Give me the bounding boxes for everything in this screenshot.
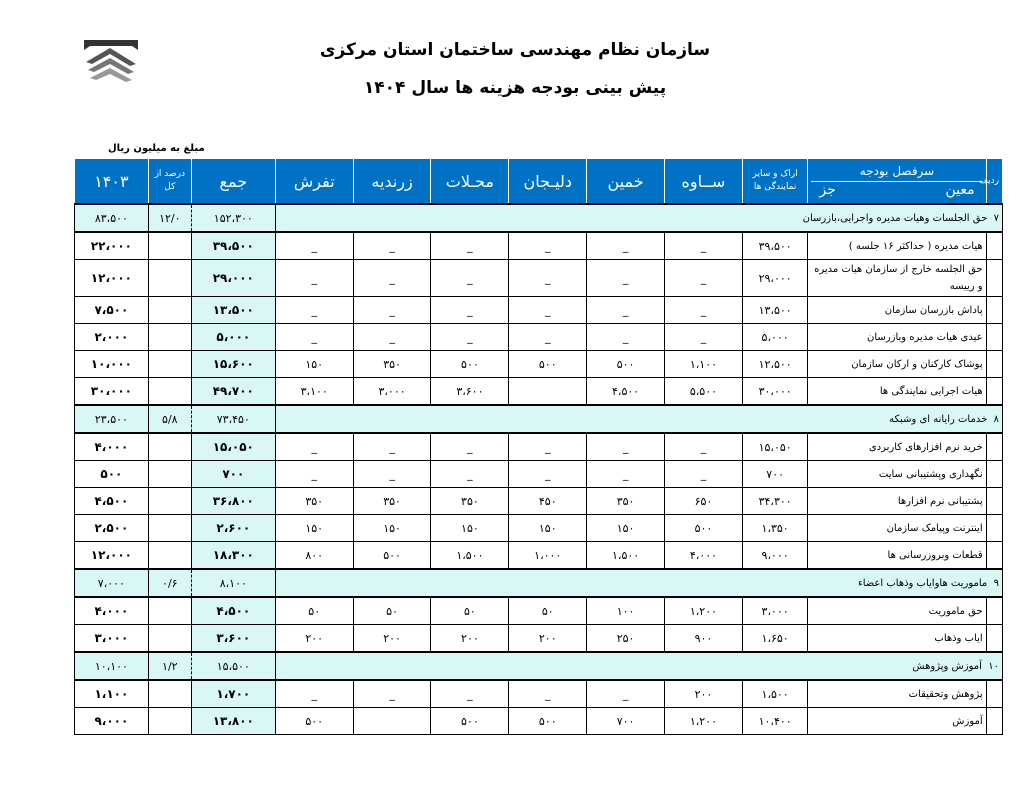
cell-arak: ۱،۶۵۰	[742, 625, 808, 653]
cell-delijan: _	[509, 461, 587, 488]
cell-saveh: ۶۵۰	[665, 488, 743, 515]
col-jam: جمع	[191, 159, 275, 205]
cell-arak: ۱۰،۴۰۰	[742, 708, 808, 735]
section-row	[75, 569, 1003, 597]
table-row	[75, 680, 1003, 708]
cell-zarandieh: ۳،۰۰۰	[353, 378, 431, 406]
section-row	[75, 405, 1003, 433]
cell-tafresh: ۳۵۰	[275, 488, 353, 515]
col-sarfasl-label: سرفصل بودجه	[859, 164, 935, 178]
section-code: ۷	[993, 212, 999, 224]
section-name: حق الجلسات وهیات مدیره واجرایی،بازرسان	[802, 212, 988, 224]
cell-percent	[148, 542, 191, 570]
cell-khomein: _	[587, 461, 665, 488]
cell-percent	[148, 260, 191, 297]
col-delijan: دلیـجان	[509, 159, 587, 205]
cell-percent	[148, 297, 191, 324]
table-row	[75, 542, 1003, 570]
table-row	[75, 378, 1003, 406]
cell-zarandieh: _	[353, 297, 431, 324]
col-moein: معین	[945, 182, 975, 198]
cell-saveh: ۴،۰۰۰	[665, 542, 743, 570]
col-sarfasl	[808, 159, 986, 205]
cell-jam: ۴۹،۷۰۰	[191, 378, 275, 406]
row-desc: هیات مدیره ( حداکثر ۱۶ جلسه )	[808, 232, 986, 260]
cell-saveh: _	[665, 232, 743, 260]
cell-zarandieh: ۱۵۰	[353, 515, 431, 542]
table-row	[75, 351, 1003, 378]
cell-jam: ۵،۰۰۰	[191, 324, 275, 351]
cell-jam: ۴،۵۰۰	[191, 597, 275, 625]
cell-saveh: ۵۰۰	[665, 515, 743, 542]
cell-mahallat: _	[431, 461, 509, 488]
col-tafresh: تفرش	[275, 159, 353, 205]
cell-percent	[148, 488, 191, 515]
cell-1403: ۲،۵۰۰	[75, 515, 149, 542]
row-desc: پژوهش وتحقیقات	[808, 680, 986, 708]
cell-zarandieh: _	[353, 433, 431, 461]
cell-delijan: ۵۰	[509, 597, 587, 625]
section-percent: ۵/۸	[148, 405, 191, 433]
section-title	[275, 405, 1002, 433]
cell-jam: ۱۵،۰۵۰	[191, 433, 275, 461]
cell-arak: ۱۳،۵۰۰	[742, 297, 808, 324]
row-desc: پشتیبانی نرم افزارها	[808, 488, 986, 515]
cell-arak: ۳۹،۵۰۰	[742, 232, 808, 260]
col-joz: جز	[819, 182, 836, 198]
cell-khomein: _	[587, 680, 665, 708]
section-code: ۱۰	[988, 660, 999, 672]
radif-cell	[986, 488, 1002, 515]
cell-delijan: _	[509, 260, 587, 297]
cell-saveh: _	[665, 297, 743, 324]
table-row	[75, 597, 1003, 625]
cell-mahallat: ۳،۶۰۰	[431, 378, 509, 406]
col-1403: ۱۴۰۳	[75, 159, 149, 205]
radif-cell	[986, 708, 1002, 735]
section-code: ۹	[993, 577, 999, 589]
cell-jam: ۳۶،۸۰۰	[191, 488, 275, 515]
cell-saveh: ۱،۲۰۰	[665, 597, 743, 625]
cell-arak: ۱،۳۵۰	[742, 515, 808, 542]
radif-cell	[986, 515, 1002, 542]
cell-mahallat: _	[431, 680, 509, 708]
row-desc: حق الجلسه خارج از سازمان هیات مدیره و رییسه	[808, 260, 986, 297]
cell-tafresh: ۳،۱۰۰	[275, 378, 353, 406]
cell-1403: ۴،۰۰۰	[75, 433, 149, 461]
section-row	[75, 204, 1003, 232]
table-row	[75, 297, 1003, 324]
section-total: ۱۵،۵۰۰	[191, 652, 275, 680]
cell-zarandieh: _	[353, 260, 431, 297]
radif-cell	[986, 461, 1002, 488]
cell-saveh: ۵،۵۰۰	[665, 378, 743, 406]
cell-saveh: ۲۰۰	[665, 680, 743, 708]
cell-mahallat: _	[431, 433, 509, 461]
table-row	[75, 232, 1003, 260]
radif-cell	[986, 680, 1002, 708]
cell-khomein: ۵۰۰	[587, 351, 665, 378]
col-mahallat: محـلات	[431, 159, 509, 205]
cell-zarandieh	[353, 708, 431, 735]
cell-percent	[148, 378, 191, 406]
cell-mahallat: ۳۵۰	[431, 488, 509, 515]
col-darsad: درصد از کل	[148, 159, 191, 205]
row-desc: هیات اجرایی نمایندگی ها	[808, 378, 986, 406]
col-arak: اراک و سایر نمایندگی ها	[742, 159, 808, 205]
cell-tafresh: _	[275, 297, 353, 324]
table-row	[75, 260, 1003, 297]
radif-cell	[986, 625, 1002, 653]
cell-percent	[148, 680, 191, 708]
cell-mahallat: ۱۵۰	[431, 515, 509, 542]
cell-mahallat: _	[431, 297, 509, 324]
cell-percent	[148, 708, 191, 735]
cell-jam: ۱۵،۶۰۰	[191, 351, 275, 378]
table-row	[75, 625, 1003, 653]
cell-1403: ۴،۰۰۰	[75, 597, 149, 625]
cell-arak: ۳۰،۰۰۰	[742, 378, 808, 406]
cell-zarandieh: _	[353, 461, 431, 488]
cell-khomein: ۱۵۰	[587, 515, 665, 542]
organization-title: سازمان نظام مهندسی ساختمان استان مرکزی	[319, 40, 711, 60]
cell-percent	[148, 515, 191, 542]
cell-zarandieh: _	[353, 324, 431, 351]
section-code: ۸	[993, 413, 999, 425]
cell-zarandieh: _	[353, 232, 431, 260]
cell-khomein: ۱۰۰	[587, 597, 665, 625]
row-desc: قطعات وبروزرسانی ها	[808, 542, 986, 570]
cell-tafresh: ۱۵۰	[275, 351, 353, 378]
cell-jam: ۷۰۰	[191, 461, 275, 488]
section-percent: ۱۲/۰	[148, 204, 191, 232]
cell-tafresh: ۸۰۰	[275, 542, 353, 570]
cell-mahallat: _	[431, 324, 509, 351]
radif-cell	[986, 597, 1002, 625]
cell-tafresh: _	[275, 232, 353, 260]
cell-khomein: _	[587, 324, 665, 351]
cell-percent	[148, 625, 191, 653]
cell-khomein: ۱،۵۰۰	[587, 542, 665, 570]
section-name: آموزش وپژوهش	[912, 660, 982, 672]
cell-delijan: _	[509, 232, 587, 260]
cell-1403: ۱،۱۰۰	[75, 680, 149, 708]
cell-tafresh: ۵۰	[275, 597, 353, 625]
cell-percent	[148, 433, 191, 461]
cell-zarandieh: ۳۵۰	[353, 351, 431, 378]
cell-arak: ۵،۰۰۰	[742, 324, 808, 351]
cell-delijan: _	[509, 680, 587, 708]
section-title	[275, 652, 1002, 680]
cell-mahallat: ۵۰۰	[431, 351, 509, 378]
cell-delijan: _	[509, 297, 587, 324]
cell-jam: ۲۹،۰۰۰	[191, 260, 275, 297]
cell-percent	[148, 324, 191, 351]
cell-khomein: _	[587, 260, 665, 297]
cell-arak: ۱۲،۵۰۰	[742, 351, 808, 378]
radif-cell	[986, 351, 1002, 378]
cell-1403: ۱۲،۰۰۰	[75, 260, 149, 297]
cell-percent	[148, 232, 191, 260]
cell-khomein: ۳۵۰	[587, 488, 665, 515]
cell-khomein: _	[587, 297, 665, 324]
cell-1403: ۴،۵۰۰	[75, 488, 149, 515]
cell-1403: ۳،۰۰۰	[75, 625, 149, 653]
cell-zarandieh: ۳۵۰	[353, 488, 431, 515]
cell-1403: ۳۰،۰۰۰	[75, 378, 149, 406]
cell-1403: ۱۲،۰۰۰	[75, 542, 149, 570]
cell-1403: ۹،۰۰۰	[75, 708, 149, 735]
cell-saveh: ۹۰۰	[665, 625, 743, 653]
section-total: ۸،۱۰۰	[191, 569, 275, 597]
radif-cell	[986, 232, 1002, 260]
cell-mahallat: ۵۰	[431, 597, 509, 625]
row-desc: پوشاک کارکنان و ارکان سازمان	[808, 351, 986, 378]
section-title	[275, 204, 1002, 232]
radif-cell	[986, 378, 1002, 406]
table-row	[75, 708, 1003, 735]
row-desc: ایاب وذهاب	[808, 625, 986, 653]
section-1403: ۲۳،۵۰۰	[75, 405, 149, 433]
section-1403: ۱۰،۱۰۰	[75, 652, 149, 680]
cell-delijan: ۱،۰۰۰	[509, 542, 587, 570]
cell-jam: ۲،۶۰۰	[191, 515, 275, 542]
cell-mahallat: _	[431, 232, 509, 260]
section-total: ۱۵۲،۳۰۰	[191, 204, 275, 232]
cell-delijan: _	[509, 433, 587, 461]
cell-saveh: _	[665, 461, 743, 488]
cell-jam: ۳،۶۰۰	[191, 625, 275, 653]
section-1403: ۸۳،۵۰۰	[75, 204, 149, 232]
cell-tafresh: _	[275, 680, 353, 708]
cell-delijan: ۴۵۰	[509, 488, 587, 515]
col-radif: ردیف	[986, 159, 1002, 205]
cell-khomein: ۷۰۰	[587, 708, 665, 735]
cell-jam: ۱۳،۵۰۰	[191, 297, 275, 324]
cell-saveh: ۱،۱۰۰	[665, 351, 743, 378]
cell-saveh: ۱،۲۰۰	[665, 708, 743, 735]
cell-tafresh: _	[275, 324, 353, 351]
unit-note: مبلغ به میلیون ریال	[108, 143, 205, 154]
table-row	[75, 324, 1003, 351]
cell-saveh: _	[665, 324, 743, 351]
row-desc: آموزش	[808, 708, 986, 735]
section-title	[275, 569, 1002, 597]
cell-jam: ۱۳،۸۰۰	[191, 708, 275, 735]
cell-mahallat: ۵۰۰	[431, 708, 509, 735]
cell-mahallat: _	[431, 260, 509, 297]
cell-tafresh: ۲۰۰	[275, 625, 353, 653]
cell-jam: ۱،۷۰۰	[191, 680, 275, 708]
cell-percent	[148, 597, 191, 625]
section-1403: ۷،۰۰۰	[75, 569, 149, 597]
radif-cell	[986, 433, 1002, 461]
row-desc: حق ماموریت	[808, 597, 986, 625]
cell-mahallat: ۱،۵۰۰	[431, 542, 509, 570]
cell-arak: ۲۹،۰۰۰	[742, 260, 808, 297]
table-row	[75, 515, 1003, 542]
cell-arak: ۱۵،۰۵۰	[742, 433, 808, 461]
row-desc: پاداش بازرسان سازمان	[808, 297, 986, 324]
cell-mahallat: ۲۰۰	[431, 625, 509, 653]
cell-1403: ۲۲،۰۰۰	[75, 232, 149, 260]
cell-khomein: ۲۵۰	[587, 625, 665, 653]
section-percent: ۰/۶	[148, 569, 191, 597]
organization-logo	[80, 36, 142, 84]
cell-tafresh: _	[275, 461, 353, 488]
cell-zarandieh: ۵۰۰	[353, 542, 431, 570]
cell-tafresh: ۵۰۰	[275, 708, 353, 735]
section-total: ۷۳،۴۵۰	[191, 405, 275, 433]
cell-delijan: ۵۰۰	[509, 351, 587, 378]
table-row	[75, 433, 1003, 461]
cell-tafresh: _	[275, 433, 353, 461]
cell-delijan	[509, 378, 587, 406]
row-desc: نگهداری وپشتیبانی سایت	[808, 461, 986, 488]
cell-delijan: ۵۰۰	[509, 708, 587, 735]
cell-tafresh: _	[275, 260, 353, 297]
table-row	[75, 461, 1003, 488]
col-saveh: ســاوه	[665, 159, 743, 205]
table-header-row	[75, 159, 1003, 205]
cell-delijan: ۲۰۰	[509, 625, 587, 653]
radif-cell	[986, 260, 1002, 297]
cell-1403: ۵۰۰	[75, 461, 149, 488]
cell-arak: ۷۰۰	[742, 461, 808, 488]
cell-1403: ۱۰،۰۰۰	[75, 351, 149, 378]
cell-zarandieh: _	[353, 680, 431, 708]
section-row	[75, 652, 1003, 680]
table-row	[75, 488, 1003, 515]
cell-1403: ۲،۰۰۰	[75, 324, 149, 351]
cell-arak: ۳۴،۳۰۰	[742, 488, 808, 515]
cell-tafresh: ۱۵۰	[275, 515, 353, 542]
cell-jam: ۳۹،۵۰۰	[191, 232, 275, 260]
radif-cell	[986, 297, 1002, 324]
cell-delijan: _	[509, 324, 587, 351]
row-desc: اینترنت وپیامک سازمان	[808, 515, 986, 542]
cell-arak: ۱،۵۰۰	[742, 680, 808, 708]
cell-percent	[148, 351, 191, 378]
budget-table	[74, 158, 1003, 735]
radif-cell	[986, 542, 1002, 570]
radif-cell	[986, 324, 1002, 351]
cell-khomein: _	[587, 232, 665, 260]
cell-zarandieh: ۲۰۰	[353, 625, 431, 653]
section-name: خدمات رایانه ای وشبکه	[889, 413, 988, 425]
col-zarandieh: زرندیه	[353, 159, 431, 205]
budget-subtitle: پیش بینی بودجه هزینه ها سال ۱۴۰۴	[363, 78, 667, 98]
cell-percent	[148, 461, 191, 488]
cell-khomein: _	[587, 433, 665, 461]
section-name: ماموریت هاوایاب وذهاب اعضاء	[858, 577, 988, 589]
cell-saveh: _	[665, 433, 743, 461]
cell-arak: ۹،۰۰۰	[742, 542, 808, 570]
cell-jam: ۱۸،۳۰۰	[191, 542, 275, 570]
cell-saveh: _	[665, 260, 743, 297]
cell-delijan: ۱۵۰	[509, 515, 587, 542]
col-khomein: خمین	[587, 159, 665, 205]
cell-zarandieh: ۵۰	[353, 597, 431, 625]
row-desc: خرید نرم افزارهای کاربردی	[808, 433, 986, 461]
cell-khomein: ۴،۵۰۰	[587, 378, 665, 406]
section-percent: ۱/۲	[148, 652, 191, 680]
cell-arak: ۳،۰۰۰	[742, 597, 808, 625]
row-desc: عیدی هیات مدیره وبازرسان	[808, 324, 986, 351]
cell-1403: ۷،۵۰۰	[75, 297, 149, 324]
